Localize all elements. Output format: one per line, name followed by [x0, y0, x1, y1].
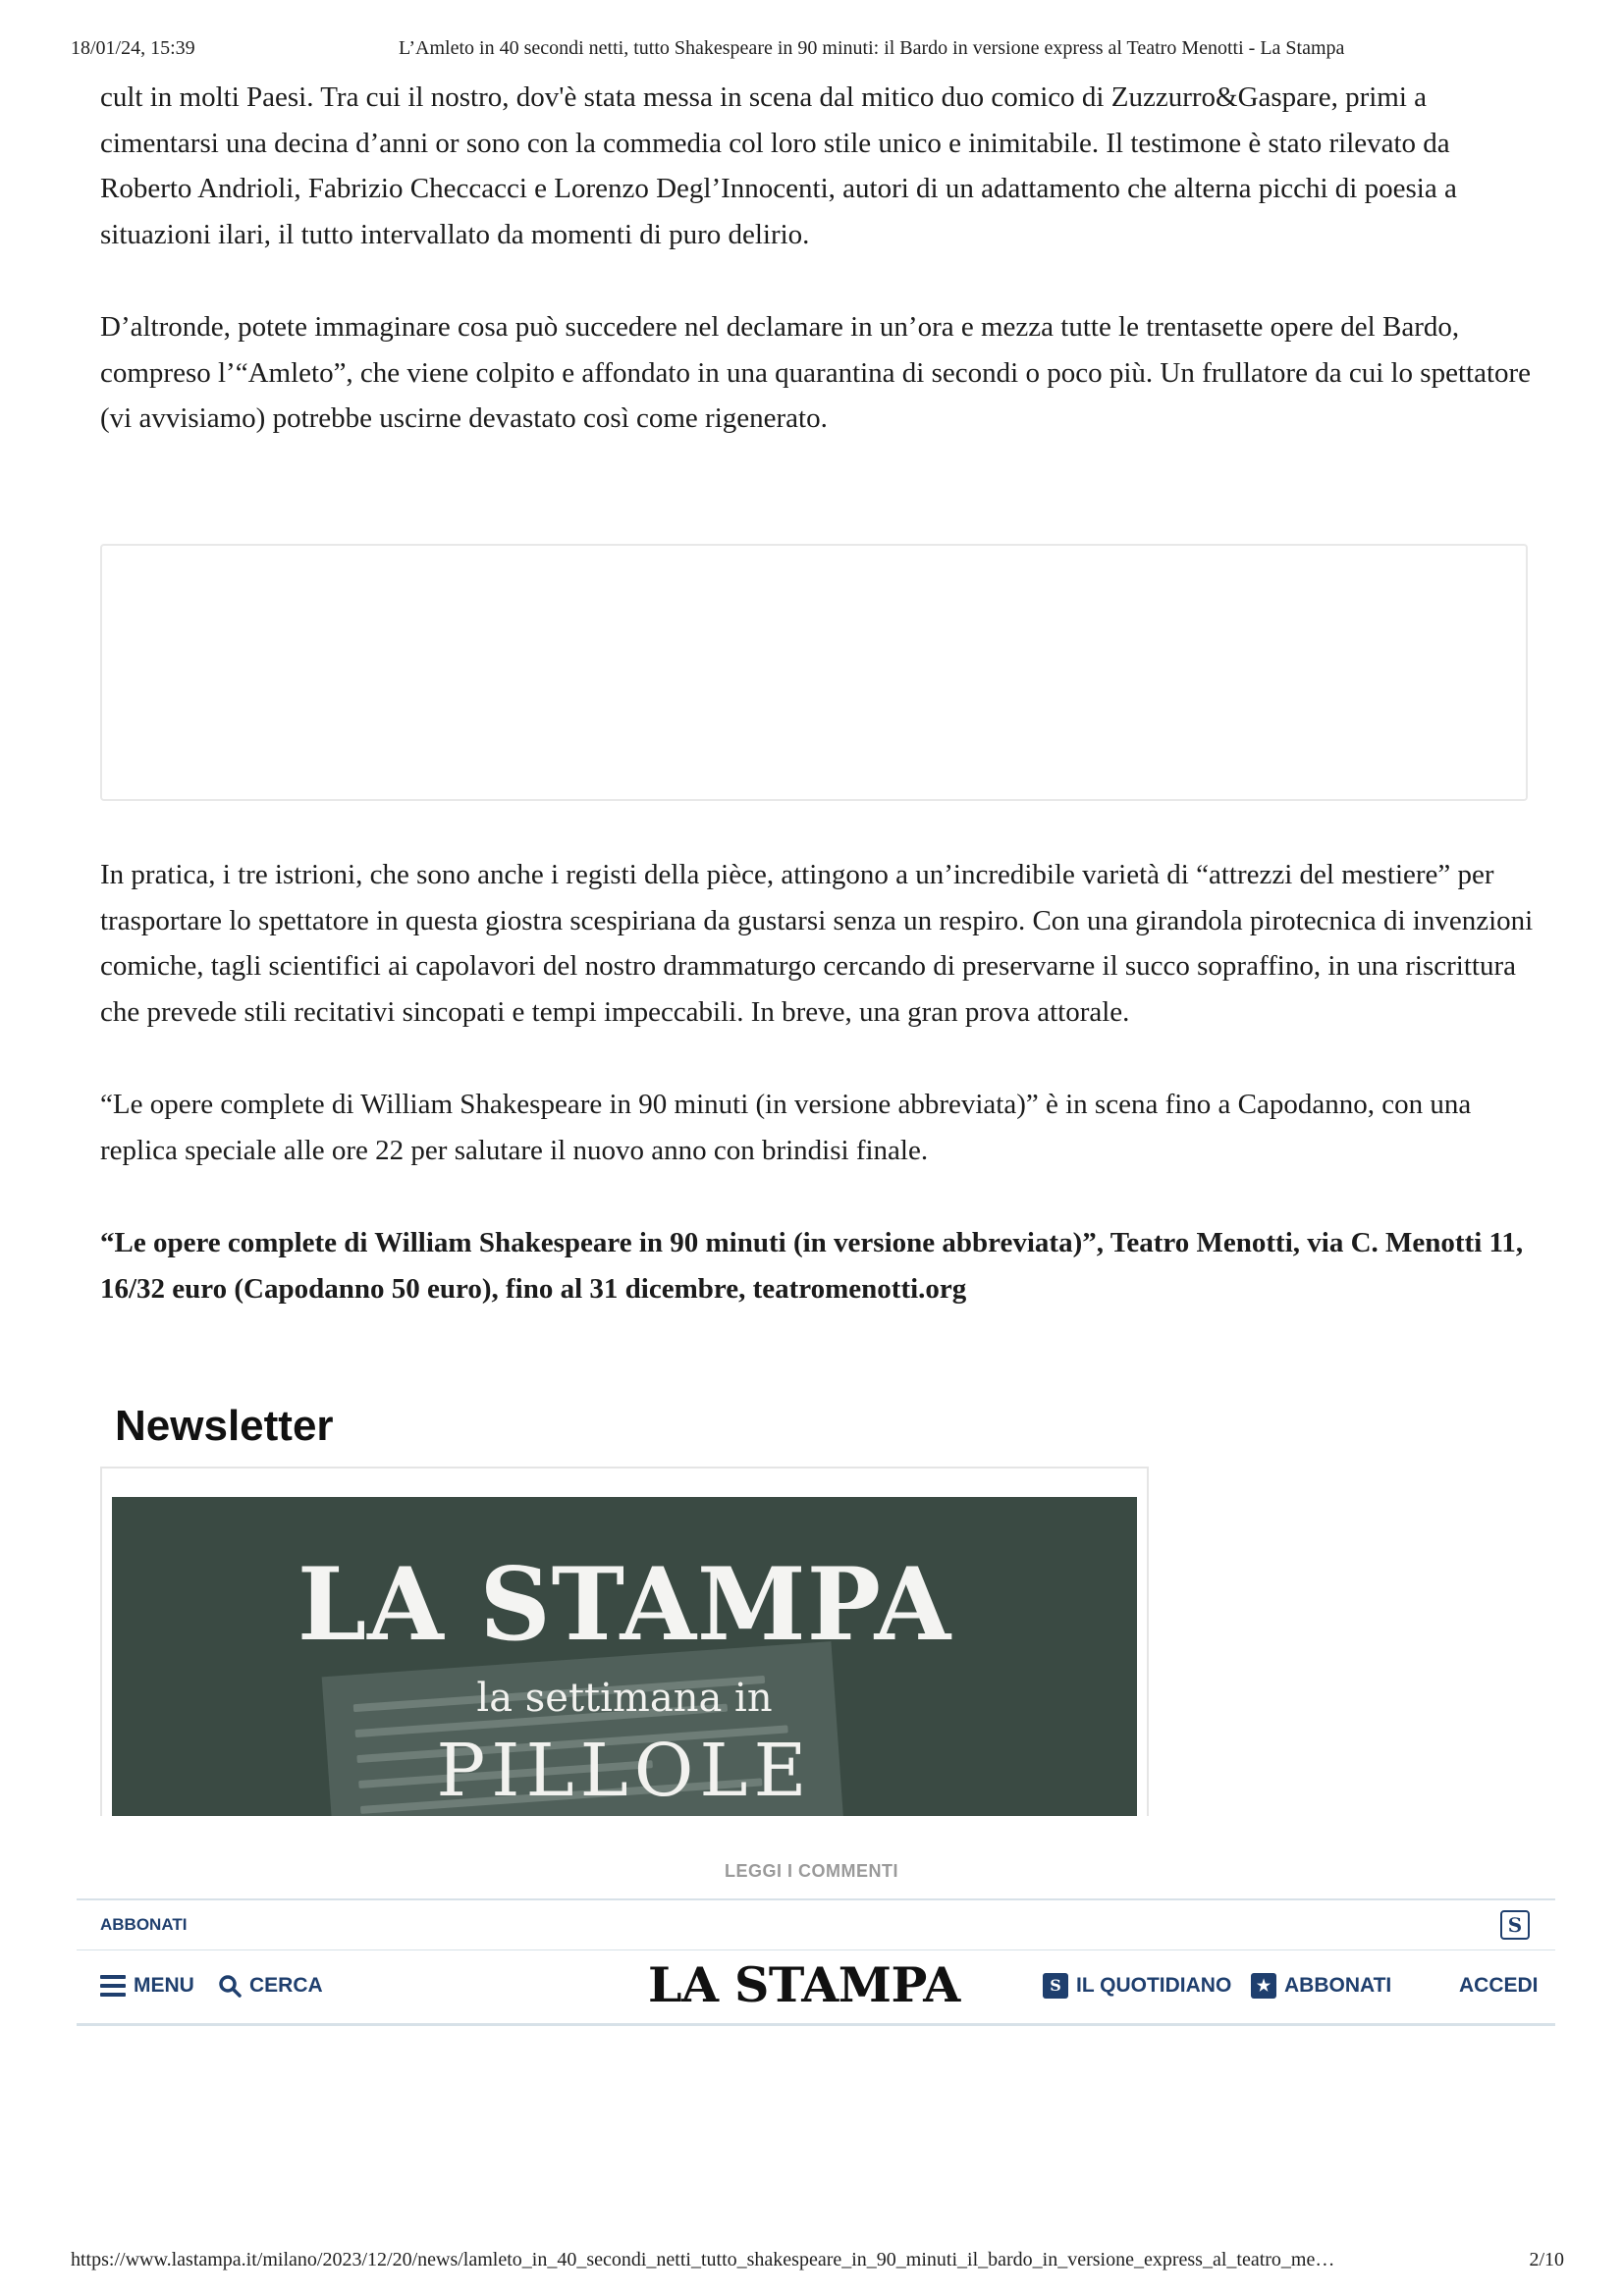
comments-link[interactable]: LEGGI I COMMENTI — [725, 1861, 898, 1881]
quotidiano-button[interactable] — [1043, 1972, 1231, 2000]
star-icon: ★ — [1251, 1973, 1276, 1999]
article-body-continued — [100, 852, 1534, 1311]
newsletter-subtitle: la settimana in — [476, 1676, 773, 1721]
article-paragraph: D’altronde, potete immaginare cosa può succedere nel declamare in un’ora e mezza tutte le trentasette opere del Bardo, compreso l’“Amleto”, che viene colpito e affondato in una quarantina di secondi o poco più. Un frullatore da cui lo spettatore (vi avvisiamo) potrebbe uscirne devastato così come rigenerato. — [100, 311, 1532, 434]
article-paragraph: cult in molti Paesi. Tra cui il nostro, dov'è stata messa in scena dal mitico duo comico di Zuzzurro&Gaspare, primi a cimentarsi una decina d’anni or sono con la commedia col loro stile unico e inimitabile. Il testimone è stato rilevato da Roberto Andrioli, Fabrizio Checcacci e Lorenzo Degl’Innocenti, autori di un adattamento che alterna picchi di poesia a situazioni ilari, il tutto intervallato da momenti di puro delirio. — [100, 81, 1457, 250]
quotidiano-icon: S — [1043, 1973, 1068, 1999]
newsletter-banner[interactable] — [112, 1497, 1137, 1816]
print-datetime: 18/01/24, 15:39 — [71, 37, 195, 59]
article-body — [100, 75, 1534, 442]
quotidiano-label: IL QUOTIDIANO — [1076, 1974, 1232, 1997]
newsletter-heading: Newsletter — [115, 1402, 334, 1450]
article-paragraph: In pratica, i tre istrioni, che sono anche i registi della pièce, attingono a un’incredibile varietà di “attrezzi del mestiere” per trasportare lo spettatore in questa giostra scespiriana da gustarsi senza un respiro. Con una girandola pirotecnica di invenzioni comiche, tagli scientifici ai capolavori del nostro drammaturgo cercando di preservarne il succo sopraffino, in una riscrittura che prevede stili recitativi sincopati e tempi impeccabili. In breve, una gran prova attorale. — [100, 859, 1534, 1028]
search-icon — [218, 1974, 242, 1998]
abbonati-label: ABBONATI — [1284, 1974, 1392, 1997]
print-page-title: L’Amleto in 40 secondi netti, tutto Shakespeare in 90 minuti: il Bardo in versione express al Teatro Menotti - La Stampa — [399, 37, 1345, 59]
search-button[interactable] — [218, 1972, 323, 2000]
event-info: “Le opere complete di William Shakespeare in 90 minuti (in versione abbreviata)”, Teatro Menotti, via C. Menotti 11, 16/32 euro (Capodanno 50 euro), fino al 31 dicembre, teatromenotti.org — [100, 1227, 1524, 1305]
newsletter-logo: LA STAMPA — [297, 1546, 952, 1664]
article-paragraph: “Le opere complete di William Shakespeare in 90 minuti (in versione abbreviata)” è in scena fino a Capodanno, con una replica speciale alle ore 22 per salutare il nuovo anno con brindisi finale. — [100, 1089, 1472, 1166]
brand-logo[interactable]: LA STAMPA — [648, 1956, 960, 2013]
stampa-badge-icon[interactable]: S — [1500, 1910, 1530, 1940]
menu-button[interactable] — [100, 1972, 194, 2000]
menu-label: MENU — [134, 1974, 194, 1997]
ad-placeholder — [100, 544, 1528, 801]
abbonati-button[interactable] — [1251, 1972, 1391, 2000]
print-page-number: 2/10 — [1529, 2249, 1564, 2270]
print-url: https://www.lastampa.it/milano/2023/12/20/news/lamleto_in_40_secondi_netti_tutto_shakespeare_in_90_minuti_il_bardo_in_versione_express_al_teatro_me… — [71, 2249, 1335, 2270]
subscribe-link[interactable]: ABBONATI — [100, 1915, 188, 1934]
top-bar — [77, 1898, 1555, 1950]
hamburger-icon — [100, 1975, 126, 1997]
main-navbar — [77, 1949, 1555, 2026]
search-label: CERCA — [249, 1974, 323, 1997]
newsletter-big-word: PILLOLE — [436, 1729, 813, 1813]
login-label: ACCEDI — [1459, 1974, 1539, 1997]
login-button[interactable] — [1459, 1972, 1539, 2000]
